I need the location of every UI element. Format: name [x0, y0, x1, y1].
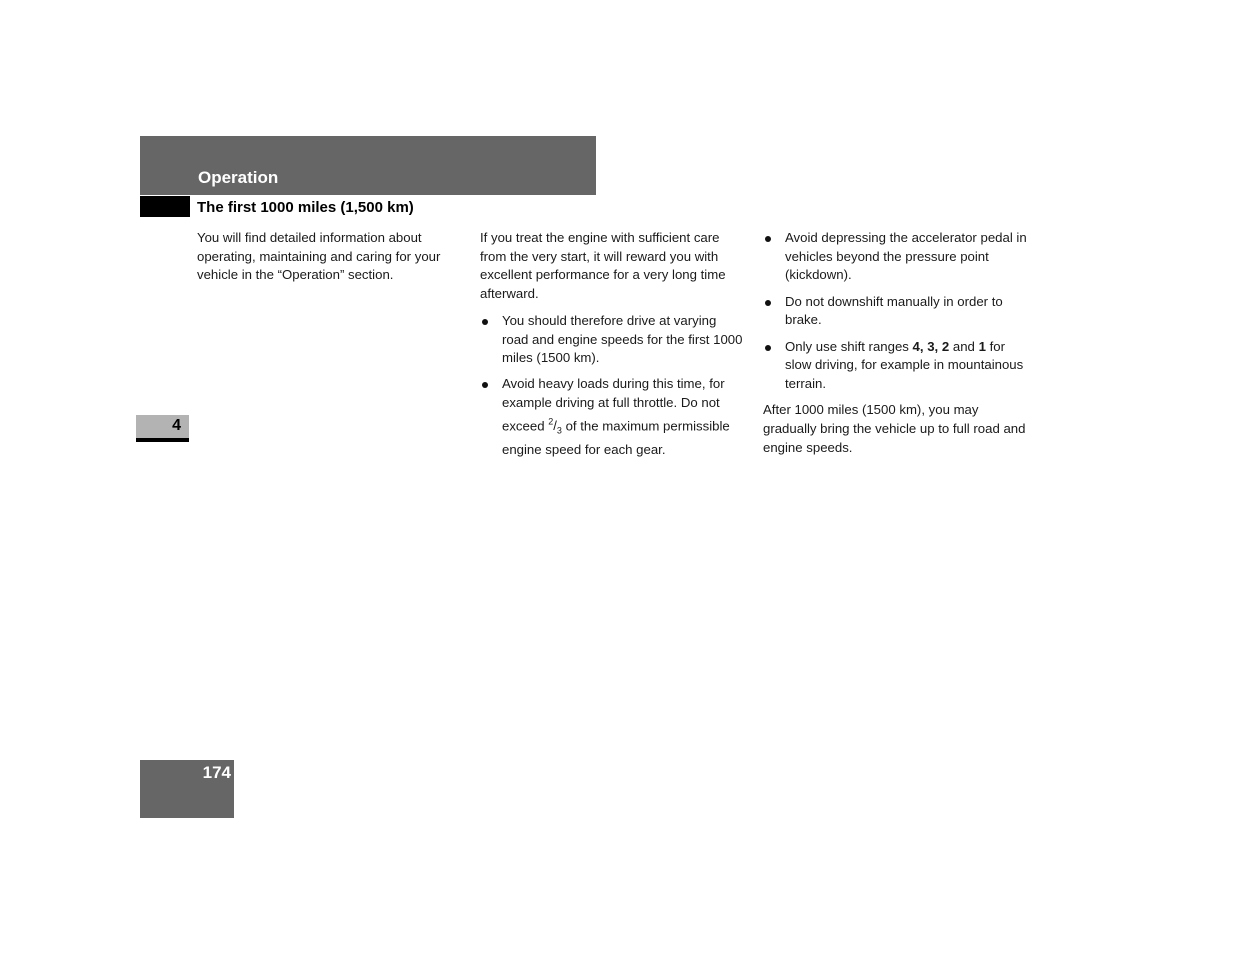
- chapter-number: 4: [172, 417, 181, 434]
- bullet-text: Avoid depressing the accelerator pedal in vehicles beyond the pressure point (kickdown).: [785, 230, 1027, 283]
- bullet-icon: [765, 300, 771, 306]
- heading-marker: [140, 196, 190, 217]
- text-column-2: [480, 229, 744, 467]
- bullet-text-after: for slow driving, for example in mountainous terrain.: [785, 338, 1024, 391]
- list-item: [480, 312, 744, 368]
- bullet-list: [480, 312, 744, 459]
- closing-paragraph: After 1000 miles (1500 km), you may gradually bring the vehicle up to full road and engine speeds.: [763, 402, 1026, 455]
- section-title: Operation: [198, 168, 279, 187]
- list-item: [763, 229, 1029, 285]
- fraction: $^2/_3$: [548, 416, 562, 436]
- page-subheading: The first 1000 miles (1,500 km): [197, 199, 414, 216]
- bullet-text-before: Avoid heavy loads during this time, for example driving at full throttle. Do not exceed: [502, 376, 725, 434]
- bullet-text-after: of the maximum permissible engine speed for each gear.: [502, 418, 730, 457]
- bullet-list: [763, 229, 1029, 394]
- bullet-icon: [482, 319, 488, 325]
- text-column-3: [763, 229, 1029, 465]
- shift-range-one: 1: [978, 338, 986, 354]
- engine-care-paragraph: If you treat the engine with sufficient care from the very start, it will reward you with excellent performance for a very long time afterward.: [480, 230, 726, 302]
- list-item: [763, 338, 1029, 394]
- bullet-text: Do not downshift manually in order to brake.: [785, 293, 1003, 328]
- shift-ranges: 4, 3, 2: [912, 338, 950, 354]
- page-number: 174: [202, 763, 231, 782]
- page-number-box: [140, 760, 234, 818]
- bullet-icon: [765, 345, 771, 351]
- intro-paragraph: You will find detailed information about operating, maintaining and caring for your vehicle in the “Operation” section.: [197, 230, 441, 283]
- list-item: [480, 375, 744, 459]
- bullet-icon: [765, 236, 771, 242]
- bullet-text-before: Only use shift ranges: [785, 338, 913, 354]
- section-header-bar: [140, 136, 596, 195]
- chapter-tab: [136, 415, 189, 442]
- bullet-icon: [482, 382, 488, 388]
- bullet-text-mid: and: [949, 338, 979, 354]
- bullet-text: You should therefore drive at varying road and engine speeds for the first 1000 miles (1500 km).: [502, 312, 743, 366]
- text-column-1: [197, 229, 465, 293]
- list-item: [763, 293, 1029, 330]
